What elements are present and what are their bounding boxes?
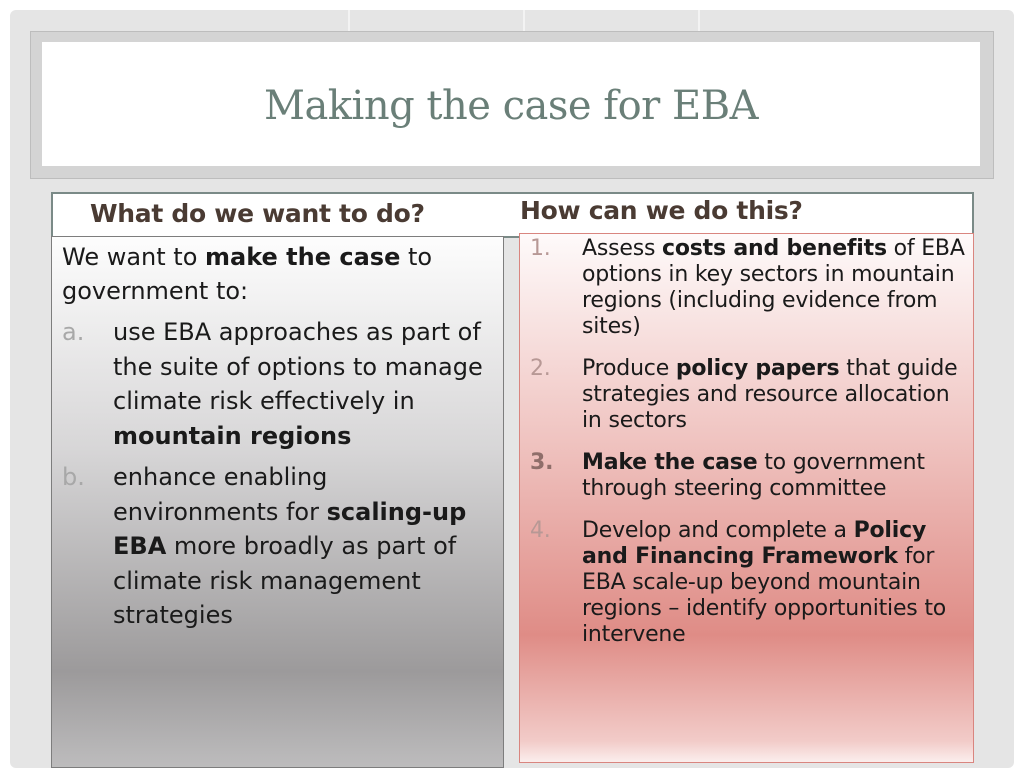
list-marker: b. — [62, 463, 85, 491]
list-marker: 2. — [530, 356, 551, 381]
item-text: Develop and complete a — [582, 518, 854, 543]
right-list — [530, 236, 970, 664]
left-intro-text — [62, 240, 492, 308]
intro-part: We want to — [62, 243, 206, 271]
item-text: of EBA options in key sectors in mountain regions (including evidence from sites) — [582, 236, 965, 339]
list-item — [530, 450, 970, 502]
list-item — [62, 315, 492, 453]
list-marker: 1. — [530, 236, 551, 261]
intro-part-bold: make the case — [205, 243, 401, 271]
list-item — [530, 236, 970, 340]
item-text-bold: Policy and Financing Framework — [582, 518, 927, 569]
intro-part: to government to: — [62, 243, 433, 305]
item-text-bold: Make the case — [582, 450, 758, 475]
slide-title: Making the case for EBA — [263, 83, 758, 129]
left-list — [62, 315, 492, 640]
list-marker: a. — [62, 318, 85, 346]
right-column-header: How can we do this? — [520, 196, 803, 225]
item-text-bold: policy papers — [675, 356, 840, 381]
list-item — [62, 460, 492, 633]
item-text-bold: scaling-up EBA — [113, 497, 467, 560]
list-marker: 3. — [530, 450, 554, 475]
item-text-bold: mountain regions — [113, 421, 352, 450]
list-item — [530, 356, 970, 434]
item-text: for EBA scale-up beyond mountain regions – identify opportunities to intervene — [582, 544, 947, 647]
left-column-header: What do we want to do? — [90, 199, 425, 228]
title-area — [42, 42, 980, 166]
item-text: use EBA approaches as part of the suite of options to manage climate risk effectively in — [113, 318, 483, 415]
item-text: Produce — [582, 356, 676, 381]
item-text: more broadly as part of climate risk management strategies — [113, 532, 457, 629]
item-text: enhance enabling environments for — [113, 463, 328, 526]
item-text: that guide strategies and resource allocation in sectors — [582, 356, 958, 433]
item-text: to government through steering committee — [582, 450, 925, 501]
item-text-bold: costs and benefits — [662, 236, 887, 261]
list-marker: 4. — [530, 518, 551, 543]
list-item — [530, 518, 970, 648]
item-text: Assess — [582, 236, 663, 261]
